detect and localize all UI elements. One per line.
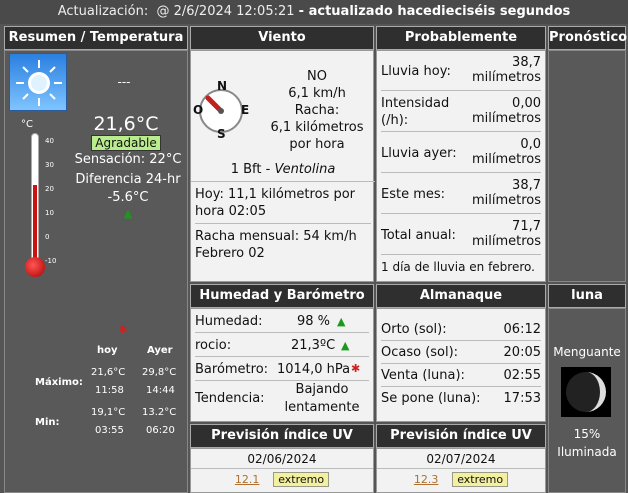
update-timestamp: @ 2/6/2024 12:05:21 (156, 4, 295, 19)
compass-e: E (241, 103, 250, 117)
update-label: Actualización: (57, 4, 149, 19)
beaufort-line (191, 162, 375, 182)
rain-year-row (381, 217, 541, 255)
warning-star-icon: ✱ (118, 323, 128, 336)
moon-phase-icon (561, 367, 611, 417)
thermometer (19, 119, 57, 283)
current-temperature: 21,6°C (93, 113, 159, 135)
barometer-value: 1014,0 hPa (277, 362, 351, 377)
max-label: Máximo: (35, 377, 83, 388)
rain-year-label: Total anual: (381, 228, 456, 243)
min-today: 19,1°C (91, 407, 126, 418)
dewpoint-label: rocio: (195, 338, 232, 353)
moonset-label: Se pone (luna): (381, 391, 481, 406)
moon-panel (548, 308, 626, 493)
moon-header: luna (548, 284, 626, 308)
moonset-value: 17:53 (503, 391, 541, 406)
thermometer-bulb (25, 257, 45, 277)
humidity-value: 98 % (297, 314, 331, 329)
wind-gust-label: Racha: (294, 103, 340, 118)
rain-today-value: 38,7 milímetros (471, 55, 541, 85)
thermo-tick: 0 (45, 233, 50, 241)
feels-like: Sensación: 22°C (74, 152, 182, 167)
summary-panel (4, 50, 188, 493)
min-yesterday: 13.2°C (142, 407, 177, 418)
uv-header-1: Previsión índice UV (190, 424, 374, 448)
rain-header: Probablemente (376, 26, 546, 50)
max-today: 21,6°C (91, 367, 126, 378)
wind-gust-value: 6,1 kilómetros por hora (270, 120, 364, 152)
thermometer-fill (33, 185, 37, 267)
rain-month-label: Este mes: (381, 187, 446, 202)
forecast-panel (548, 50, 626, 282)
rain-rate-label: Intensidad (/h): (381, 96, 450, 128)
falling-star-icon: ✱ (351, 362, 361, 375)
sunrise-label: Orto (sol): (381, 322, 447, 337)
uv-date-1: 02/06/2024 (191, 452, 373, 469)
almanac-header: Almanaque (376, 284, 546, 308)
uv-level-badge-1: extremo (273, 472, 329, 487)
rain-days-note: 1 día de lluvia en febrero. (381, 260, 535, 274)
barometer-label: Barómetro: (195, 362, 269, 377)
update-age: - actualizado hacedieciséis segundos (298, 4, 571, 19)
rain-year-value: 71,7 milímetros (471, 219, 541, 249)
thermometer-scale (45, 129, 56, 273)
uv-date-2: 02/07/2024 (377, 452, 545, 469)
condition-text: --- (117, 75, 131, 89)
update-status-bar (0, 0, 628, 24)
sunset-row (381, 342, 541, 364)
max-today-time: 11:58 (95, 385, 124, 396)
rain-yesterday-value: 0,0 milímetros (471, 137, 541, 167)
almanac-panel (376, 308, 546, 422)
thermo-tick: -10 (45, 257, 57, 265)
humidity-header: Humedad y Barómetro (190, 284, 374, 308)
rising-arrow-icon: ▲ (341, 339, 350, 352)
sunrise-value: 06:12 (503, 322, 541, 337)
moonset-row (381, 388, 541, 410)
wind-header: Viento (190, 26, 374, 50)
thermo-tick: 30 (45, 161, 54, 169)
sunset-label: Ocaso (sol): (381, 345, 459, 360)
comfort-badge: Agradable (91, 135, 161, 151)
wind-info (265, 68, 369, 153)
sunset-value: 20:05 (503, 345, 541, 360)
trend-label: Tendencia: (195, 391, 265, 406)
trend-up-icon: ▲ (123, 207, 133, 220)
moon-phase: Menguante (553, 345, 621, 359)
rain-yesterday-row (381, 135, 541, 173)
uv-panel-1 (190, 448, 374, 493)
rain-rate-value: 0,00 milímetros (471, 96, 541, 126)
trend-value: Bajando lentamente (284, 382, 360, 415)
rain-month-value: 38,7 milímetros (471, 178, 541, 208)
beaufort-desc: Ventolina (274, 162, 336, 177)
moonrise-row (381, 365, 541, 387)
min-today-time: 03:55 (95, 425, 124, 436)
uv-panel-2 (376, 448, 546, 493)
wind-direction: NO (307, 69, 327, 84)
uv-level-badge-2: extremo (452, 472, 508, 487)
wind-today-max: Hoy: 11,1 kilómetros por hora 02:05 (195, 186, 371, 224)
max-yesterday-time: 14:44 (146, 385, 175, 396)
min-label: Min: (35, 417, 60, 428)
wind-panel (190, 50, 374, 282)
wind-monthly-gust: Racha mensual: 54 km/h Febrero 02 (195, 229, 357, 261)
compass-n: N (217, 79, 228, 93)
beaufort-value: 1 Bft - (230, 162, 271, 177)
uv-header-2: Previsión índice UV (376, 424, 546, 448)
rising-arrow-icon: ▲ (337, 315, 346, 328)
sunny-weather-icon (9, 53, 67, 111)
rain-month-row (381, 176, 541, 214)
thermo-tick: 20 (45, 185, 54, 193)
rain-panel (376, 50, 546, 282)
barometer-row (195, 359, 369, 381)
thermo-tick: 10 (45, 209, 54, 217)
min-yesterday-time: 06:20 (146, 425, 175, 436)
humidity-row (195, 311, 369, 333)
rain-today-label: Lluvia hoy: (381, 64, 451, 79)
minmax-values (5, 345, 189, 440)
humidity-label: Humedad: (195, 314, 263, 329)
summary-header: Resumen / Temperatura (4, 26, 188, 50)
thermometer-unit: °C (21, 119, 33, 130)
dewpoint-value: 21,3ºC (291, 338, 336, 353)
uv-index-2[interactable]: 12.3 (413, 473, 439, 486)
diff-24h-value: -5.6°C (107, 190, 149, 205)
moon-illumination-pct: 15% (573, 427, 601, 441)
uv-index-1[interactable]: 12.1 (234, 473, 260, 486)
moonrise-value: 02:55 (503, 368, 541, 383)
moon-illumination-label: Iluminada (557, 445, 617, 459)
wind-speed: 6,1 km/h (288, 86, 346, 101)
thermo-tick: 40 (45, 137, 54, 145)
sunrise-row (381, 319, 541, 341)
rain-yesterday-label: Lluvia ayer: (381, 146, 457, 161)
col-yesterday: Ayer (147, 345, 173, 356)
compass-o: O (193, 103, 204, 117)
forecast-header: Pronóstico (548, 26, 626, 50)
diff-24h-label: Diferencia 24-hr (75, 172, 181, 187)
rain-rate-row (381, 94, 541, 132)
dewpoint-row (195, 335, 369, 357)
max-yesterday: 29,8°C (142, 367, 177, 378)
rain-today-row (381, 53, 541, 91)
compass-s: S (217, 127, 226, 141)
wind-compass-icon (195, 81, 251, 141)
moonrise-label: Venta (luna): (381, 368, 465, 383)
col-today: hoy (97, 345, 118, 356)
humidity-panel (190, 308, 374, 422)
